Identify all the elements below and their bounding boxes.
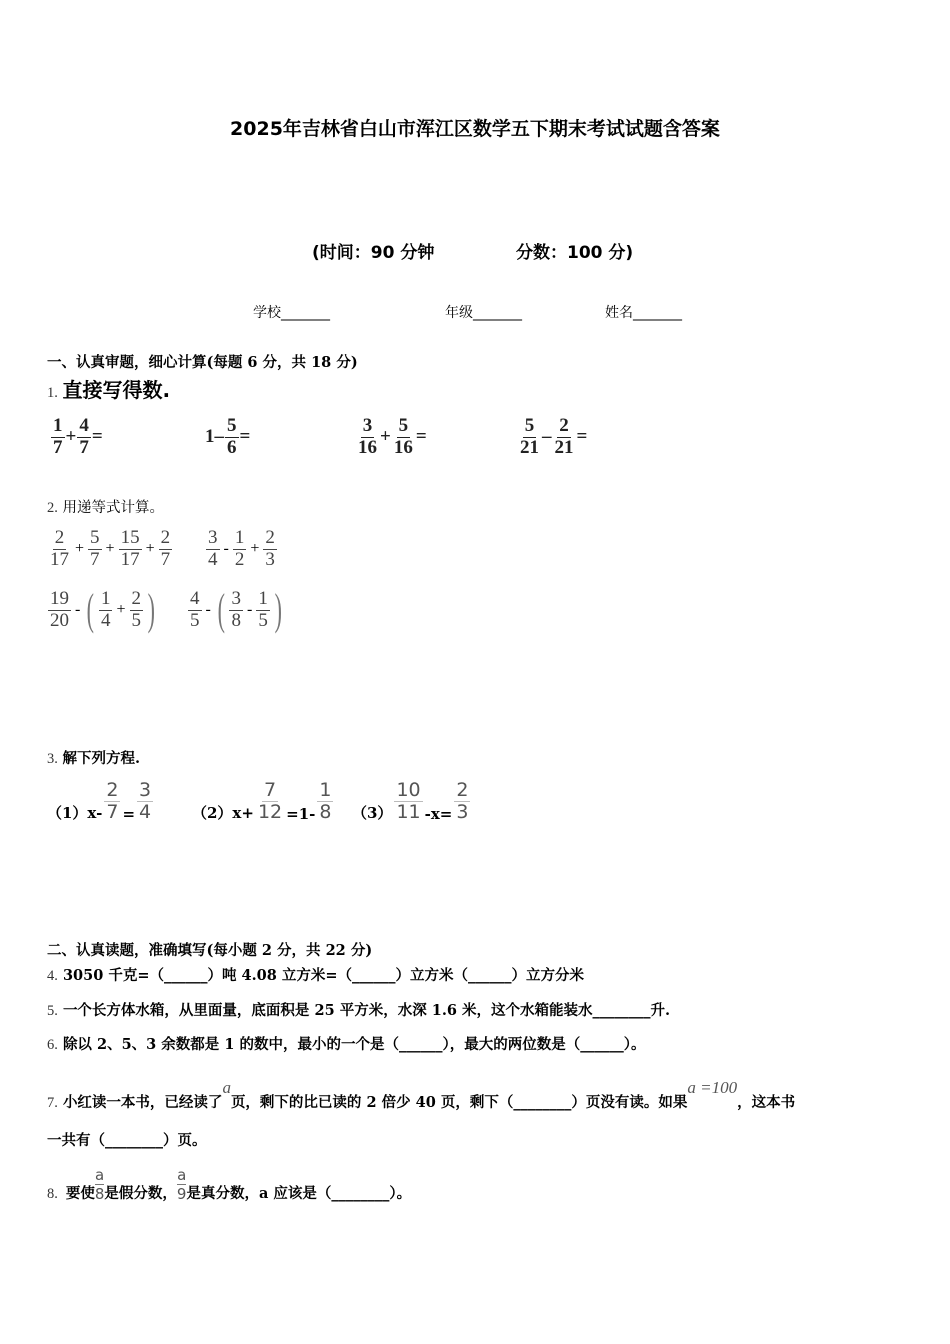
- operator: =: [91, 426, 103, 448]
- numerator: 2: [54, 527, 65, 548]
- operator: +: [116, 601, 126, 618]
- q3-equation-2: [192, 780, 335, 823]
- question-number: 8.: [47, 1186, 58, 1202]
- numerator: 5: [524, 415, 535, 436]
- numerator: 2: [265, 527, 275, 548]
- parenthesis: (: [86, 585, 95, 634]
- denominator: 2: [234, 548, 245, 570]
- exam-score: 分数：100 分): [516, 243, 634, 263]
- question-text: 是假分数，: [104, 1185, 177, 1202]
- q2-expression-4: [187, 585, 285, 634]
- numerator: 5: [227, 415, 237, 436]
- numerator: 2: [160, 527, 171, 548]
- q1-expression-1: [50, 416, 103, 459]
- question-number: 2.: [47, 500, 58, 516]
- question-7: [47, 1066, 795, 1125]
- denominator: 16: [358, 436, 377, 458]
- denominator: 7: [160, 548, 171, 570]
- question-text: 解下列方程.: [62, 750, 141, 767]
- denominator: 8: [319, 800, 332, 823]
- question-8: [47, 1166, 411, 1203]
- operator: =: [239, 426, 251, 448]
- denominator: 5: [190, 609, 200, 631]
- exam-title: 2025年吉林省白山市浑江区数学五下期末考试试题含答案: [230, 118, 720, 140]
- fraction-a-over-9: [177, 1166, 187, 1203]
- school-field: 学校_______: [253, 305, 330, 321]
- denominator: 7: [79, 436, 89, 458]
- denominator: 7: [106, 800, 119, 823]
- parenthesis: (: [217, 585, 225, 634]
- operator: -: [223, 540, 229, 558]
- fraction: [394, 780, 422, 823]
- numerator: 1: [100, 587, 111, 609]
- fraction: [119, 528, 142, 571]
- question-number: 6.: [47, 1037, 58, 1053]
- numerator: 7: [264, 779, 277, 801]
- fraction: [188, 589, 202, 632]
- numerator: 3: [231, 587, 241, 609]
- fraction: [263, 528, 277, 571]
- numerator: 1: [53, 415, 63, 436]
- question-4: [47, 964, 584, 985]
- fraction: [206, 528, 220, 571]
- fraction: [229, 589, 243, 632]
- fraction: [130, 589, 144, 632]
- denominator: 6: [227, 436, 237, 458]
- q3-equation-1: [47, 780, 155, 823]
- denominator: 3: [265, 548, 275, 570]
- numerator: 4: [190, 587, 200, 609]
- denominator: 5: [258, 609, 268, 631]
- fraction: [392, 416, 415, 459]
- numerator: 2: [559, 415, 569, 436]
- q2-expression-1: [47, 528, 173, 571]
- denominator: 4: [100, 609, 111, 631]
- operator: （1）x-: [47, 803, 103, 822]
- denominator: 4: [208, 548, 218, 570]
- operator: -: [246, 601, 253, 618]
- fraction: [356, 416, 379, 459]
- question-number: 4.: [47, 968, 58, 984]
- denominator: 11: [396, 800, 421, 823]
- operator: +: [105, 540, 115, 558]
- operator: –: [542, 426, 552, 448]
- question-text: 小红读一本书，已经读了: [62, 1094, 223, 1111]
- question-text: 要使: [65, 1185, 95, 1202]
- numerator: 1: [258, 587, 268, 609]
- q1-expression-2: [205, 416, 250, 459]
- operator: +: [65, 426, 77, 448]
- fraction: [48, 589, 71, 632]
- question-6: [47, 1033, 645, 1054]
- numerator: 1: [319, 779, 332, 801]
- denominator: 8: [94, 1185, 105, 1203]
- question-text: ，这本书: [737, 1094, 796, 1111]
- denominator: 3: [456, 800, 469, 823]
- denominator: 20: [50, 609, 69, 631]
- denominator: 7: [90, 548, 100, 570]
- q2-expression-2: [205, 528, 278, 571]
- denominator: 4: [139, 800, 152, 823]
- fraction: [137, 780, 153, 823]
- fraction: [225, 416, 239, 459]
- question-number: 3.: [47, 751, 58, 767]
- fraction: [454, 780, 470, 823]
- fraction: [51, 416, 65, 459]
- fraction: [256, 780, 284, 823]
- fraction: [233, 528, 247, 571]
- section-1-heading: 一、认真审题，细心计算(每题 6 分，共 18 分): [47, 354, 358, 371]
- numerator: a: [177, 1166, 187, 1184]
- denominator: 21: [554, 436, 574, 458]
- question-number: 7.: [47, 1095, 58, 1111]
- numerator: 4: [79, 415, 89, 436]
- numerator: a: [95, 1166, 105, 1184]
- parenthesis: ): [147, 585, 156, 634]
- operator: -x=: [424, 804, 453, 823]
- condition: a =100: [687, 1078, 738, 1097]
- operator: （2）x+: [192, 803, 254, 822]
- parenthesis: ): [274, 585, 282, 634]
- operator: =: [415, 426, 427, 448]
- variable-a: a: [222, 1078, 231, 1097]
- fraction: [159, 528, 173, 571]
- denominator: 9: [176, 1185, 187, 1203]
- fraction-a-over-8: [95, 1166, 105, 1203]
- denominator: 17: [120, 548, 140, 570]
- section-2-heading: 二、认真读题，准确填写(每小题 2 分，共 22 分): [47, 942, 373, 959]
- numerator: 2: [106, 779, 119, 801]
- q1-expression-3: [355, 416, 427, 459]
- operator: -: [75, 601, 81, 618]
- question-text: 页，剩下的比已读的 2 倍少 40 页，剩下（________）页没有读。如果: [230, 1094, 688, 1111]
- fraction: [48, 528, 71, 571]
- grade-field: 年级_______: [445, 305, 522, 321]
- denominator: 12: [257, 800, 283, 823]
- operator: -: [205, 601, 211, 618]
- numerator: 3: [362, 415, 373, 436]
- operator: 1–: [205, 426, 224, 448]
- operator: =1-: [286, 804, 316, 823]
- denominator: 16: [393, 436, 413, 458]
- fraction: [317, 780, 333, 823]
- question-text: 用递等式计算。: [62, 500, 164, 516]
- numerator: 3: [208, 527, 218, 548]
- q2-expression-3: [47, 585, 159, 634]
- numerator: 3: [139, 779, 152, 801]
- numerator: 10: [396, 779, 421, 801]
- question-text: 直接写得数.: [62, 378, 171, 402]
- operator: +: [145, 540, 155, 558]
- q3-equation-3: [352, 780, 472, 823]
- question-number: 1.: [47, 385, 58, 401]
- question-text: 除以 2、5、3 余数都是 1 的数中，最小的一个是（______），最大的两位数是（______）。: [62, 1036, 646, 1053]
- denominator: 8: [231, 609, 241, 631]
- denominator: 7: [53, 436, 63, 458]
- operator: +: [250, 540, 260, 558]
- question-number: 5.: [47, 1003, 58, 1019]
- fraction: [518, 416, 541, 459]
- denominator: 17: [50, 548, 69, 570]
- numerator: 19: [50, 587, 69, 609]
- fraction: [99, 589, 113, 632]
- question-1: [47, 374, 170, 403]
- numerator: 1: [234, 527, 245, 548]
- question-5: [47, 999, 670, 1020]
- numerator: 2: [131, 587, 142, 609]
- numerator: 15: [120, 527, 140, 548]
- fraction: [553, 416, 576, 459]
- fraction: [256, 589, 270, 632]
- operator: +: [75, 540, 85, 558]
- fraction: [104, 780, 120, 823]
- fraction: [77, 416, 91, 459]
- operator: +: [380, 426, 391, 448]
- numerator: 2: [456, 779, 469, 801]
- numerator: 5: [398, 415, 409, 436]
- denominator: 5: [131, 609, 142, 631]
- operator: =: [122, 804, 136, 823]
- question-text: 一个长方体水箱，从里面量，底面积是 25 平方米，水深 1.6 米，这个水箱能装水________升.: [62, 1002, 671, 1019]
- fraction: [88, 528, 102, 571]
- question-3: [47, 747, 140, 768]
- operator: （3）: [352, 803, 393, 822]
- question-text: 是真分数，a 应该是（________）。: [186, 1185, 412, 1202]
- question-text: 3050 千克=（______）吨 4.08 立方米=（______）立方米（______）立方分米: [62, 967, 585, 984]
- question-2: [47, 496, 164, 517]
- name-field: 姓名_______: [605, 305, 682, 321]
- operator: =: [576, 426, 588, 448]
- numerator: 5: [90, 527, 100, 548]
- exam-time: (时间：90 分钟: [312, 243, 435, 263]
- denominator: 21: [520, 436, 539, 458]
- question-7-continued: 一共有（________）页。: [47, 1132, 207, 1149]
- q1-expression-4: [517, 416, 587, 459]
